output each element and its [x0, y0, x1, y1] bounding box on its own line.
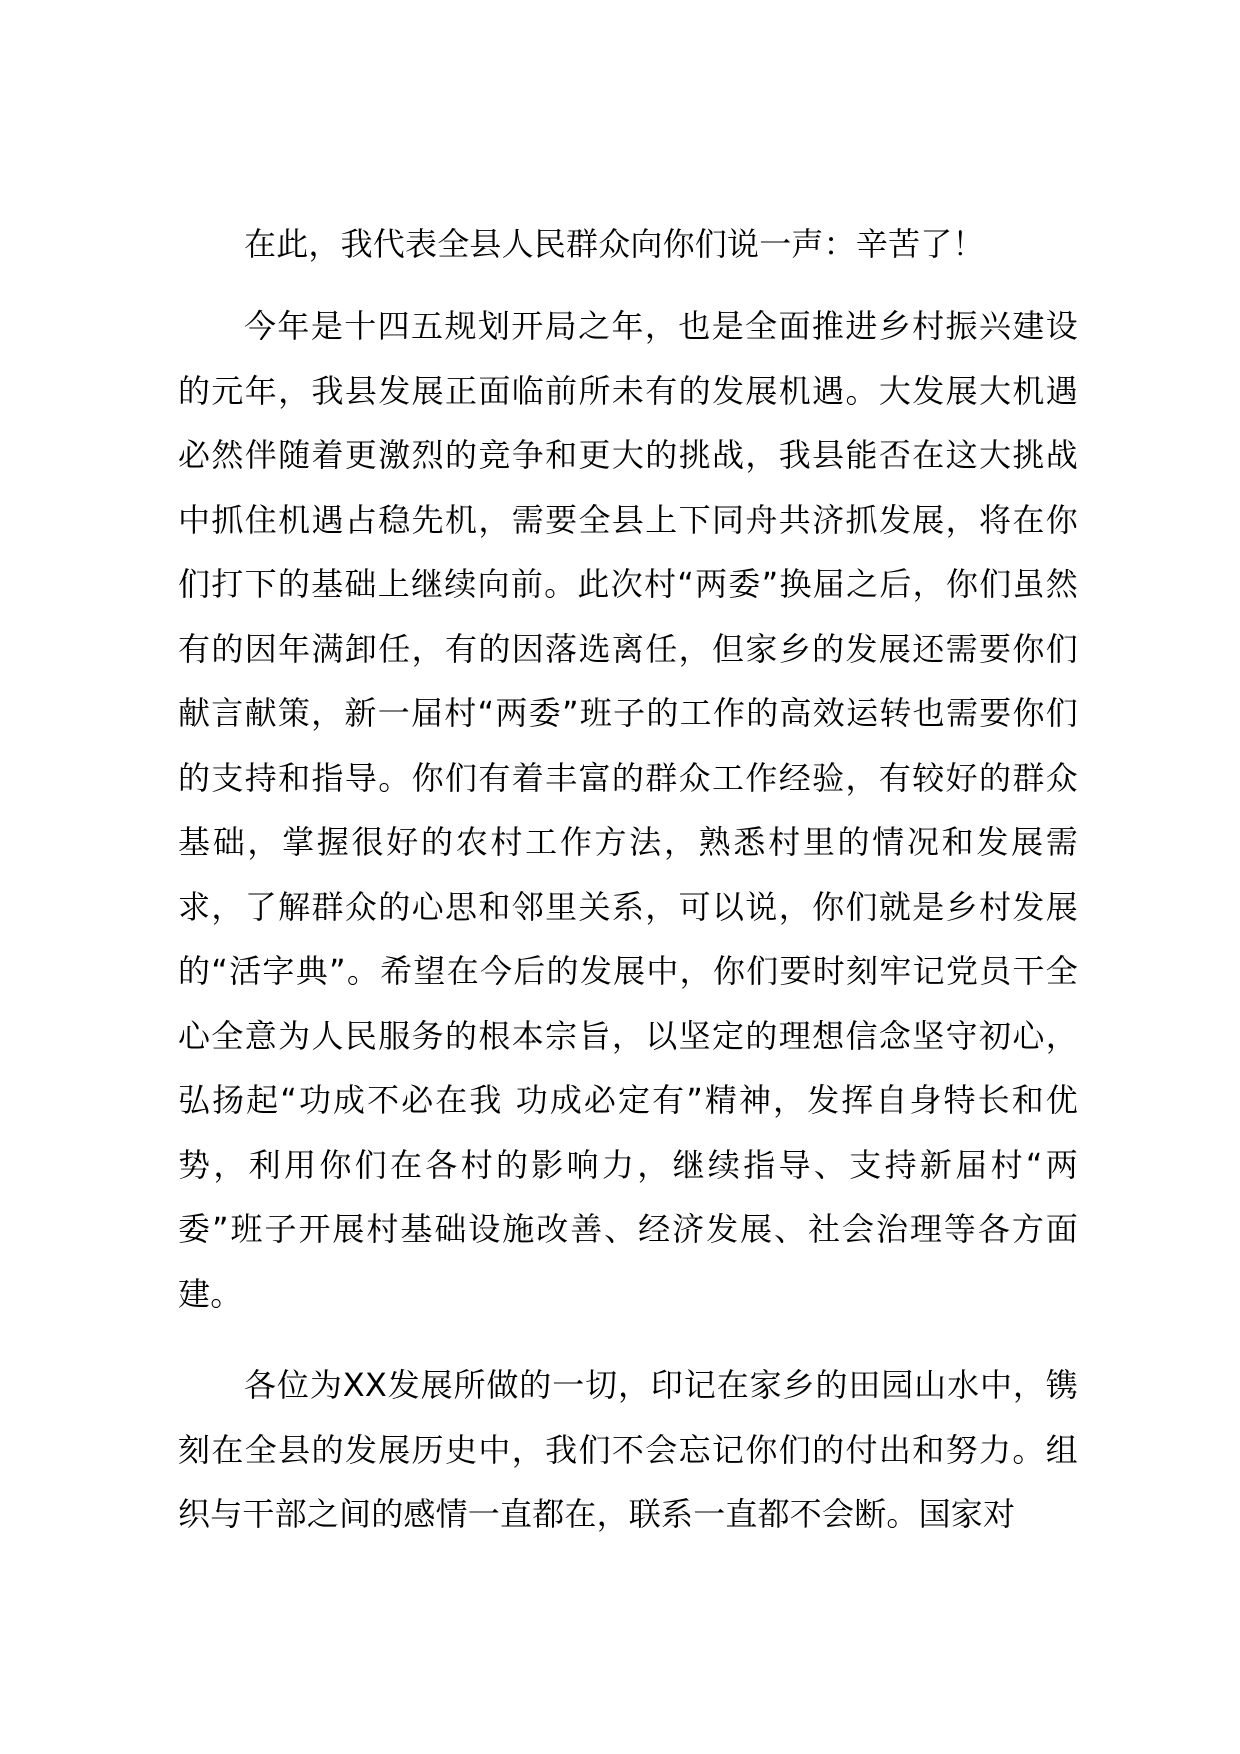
- paragraph-thanks: 在此，我代表全县人民群众向你们说一声：辛苦了！: [244, 225, 985, 263]
- paragraph-contributions: 各位为XX发展所做的一切，印记在家乡的田园山水中，镌刻在全县的发展历史中，我们不会忘记你们的付出和努力。组织与干部之间的感情一直都在，联系一直都不会断。国家对: [178, 1366, 1078, 1533]
- paragraph-development: 今年是十四五规划开局之年，也是全面推进乡村振兴建设的元年，我县发展正面临前所未有的发展机遇。大发展大机遇必然伴随着更激烈的竞争和更大的挑战，我县能否在这大挑战中抓住机遇占稳先机，需要全县上下同舟共济抓发展，将在你们打下的基础上继续向前。此次村“两委”换届之后，你们虽然有的因年满卸任，有的因落选离任，但家乡的发展还需要你们献言献策，新一届村“两委”班子的工作的高效运转也需要你们的支持和指导。你们有着丰富的群众工作经验，有较好的群众基础，掌握很好的农村工作方法，熟悉村里的情况和发展需求，了解群众的心思和邻里关系，可以说，你们就是乡村发展的“活字典”。希望在今后的发展中，你们要时刻牢记党员干全心全意为人民服务的根本宗旨，以坚定的理想信念坚守初心，弘扬起“功成不必在我 功成必定有”精神，发挥自身特长和优势，利用你们在各村的影响力，继续指导、支持新届村“两委”班子开展村基础设施改善、经济发展、社会治理等各方面建。: [178, 307, 1078, 1313]
